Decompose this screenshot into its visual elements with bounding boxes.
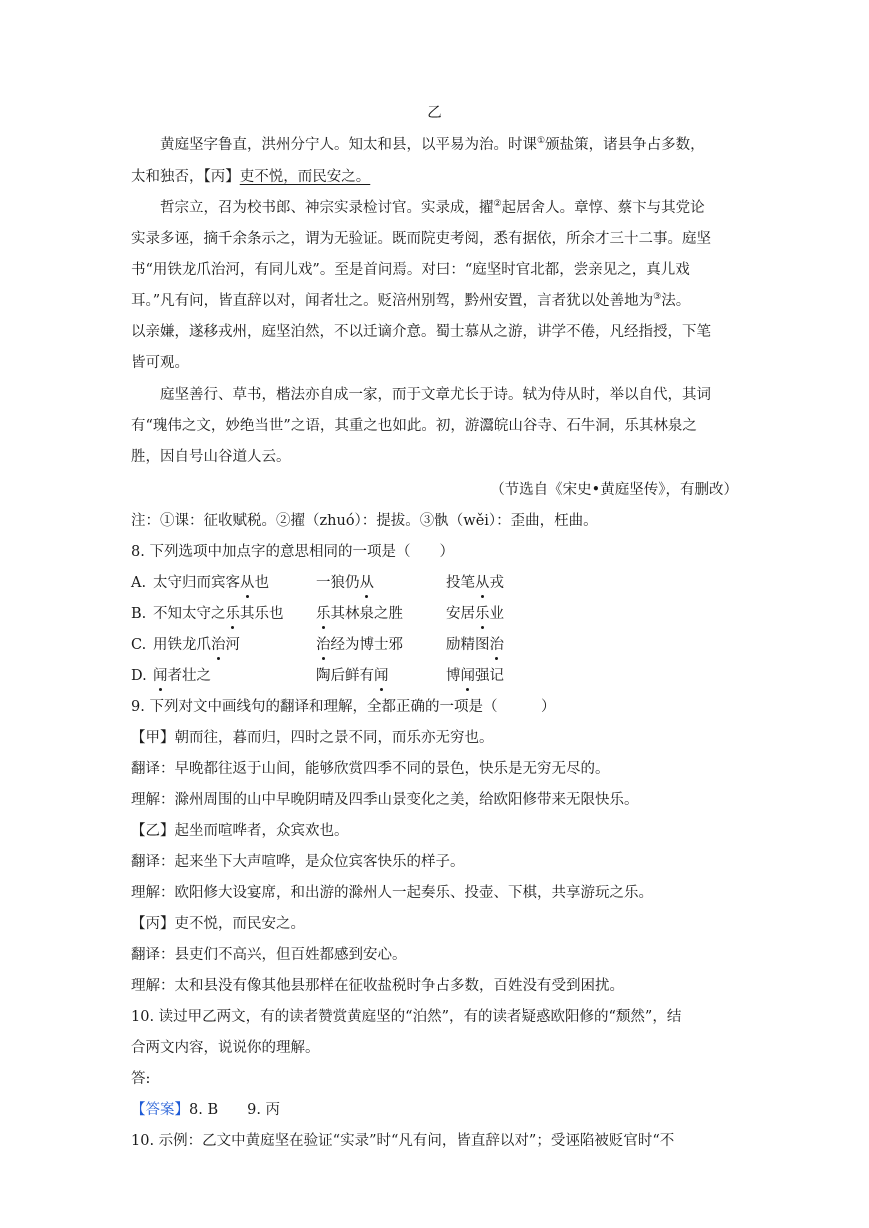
question-9-line: 翻译：县吏们不高兴，但百姓都感到安心。: [131, 947, 407, 963]
option-item: 乐其林泉之胜: [316, 606, 403, 622]
option-item: 投笔从戎: [446, 575, 504, 591]
paragraph-2-line-3: 书“用铁龙爪治河，有同儿戏”。至是首问焉。对曰：“庭坚时官北都，尝亲见之，真儿戏: [131, 262, 690, 278]
question-9-stem: 9. 下列对文中画线句的翻译和理解，全都正确的一项是（ ）: [131, 699, 556, 715]
option-item: 安居乐业: [446, 606, 504, 622]
option-item: 陶后鲜有闻: [316, 668, 389, 684]
option-label: D.: [131, 668, 147, 684]
question-10-stem-line-2: 合两文内容，说说你的理解。: [131, 1040, 320, 1056]
underlined-sentence-bing: 吏不悦，而民安之。: [239, 169, 371, 185]
option-item: 不知太守之乐其乐也: [153, 606, 284, 622]
question-9-line: 翻译：早晚都往返于山间，能够欣赏四季不同的景色，快乐是无穷无尽的。: [131, 761, 610, 777]
question-10-stem-line-1: 10. 读过甲乙两文，有的读者赞赏黄庭坚的“泊然”，有的读者疑惑欧阳修的“颓然”，结: [131, 1009, 682, 1025]
paragraph-3-line-3: 胜，因自号山谷道人云。: [131, 449, 291, 465]
question-9-line: 翻译：起来坐下大声喧哗，是众位宾客快乐的样子。: [131, 854, 465, 870]
paragraph-2-line-4: 耳。”凡有问，皆直辞以对，闻者壮之。贬涪州别驾，黔州安置，言者犹以处善地为③法。: [131, 292, 691, 309]
option-item: 励精图治: [446, 637, 504, 653]
paragraph-2-line-2: 实录多诬，摘千余条示之，谓为无验证。既而院吏考阅，悉有据依，所余才三十二事。庭坚: [131, 231, 711, 247]
paragraph-2-line-5: 以亲嫌，遂移戎州，庭坚泊然，不以迁谪介意。蜀士慕从之游，讲学不倦，凡经指授，下笔: [131, 324, 711, 340]
answer-tag: 【答案】: [131, 1102, 189, 1118]
paragraph-1-line-2: 太和独否，【丙】吏不悦，而民安之。: [131, 169, 371, 185]
option-item: 闻者壮之: [153, 668, 211, 684]
option-item: 用铁龙爪治河: [153, 637, 240, 653]
answer-prompt: 答:: [131, 1071, 151, 1087]
question-9-line: 理解：欧阳修大设宴席，和出游的滁州人一起奏乐、投壶、下棋，共享游玩之乐。: [131, 885, 653, 901]
option-item: 治经为博士邪: [316, 637, 403, 653]
answer-explanation: 10. 示例：乙文中黄庭坚在验证“实录”时“凡有问，皆直辞以对”；受诬陷被贬官时“不: [131, 1133, 675, 1149]
question-9-line: 【甲】朝而往，暮而归，四时之景不同，而乐亦无穷也。: [131, 730, 494, 746]
question-9-line: 【乙】起坐而喧哗者，众宾欢也。: [131, 823, 349, 839]
note-marker-3: ③: [653, 292, 662, 303]
option-item: 太守归而宾客从也: [153, 575, 269, 591]
footnotes: 注：①课：征收赋税。②擢（zhuó）：提拔。③骫（wěi）：歪曲，枉曲。: [131, 513, 598, 529]
option-label: C.: [131, 637, 147, 653]
note-marker-2: ②: [493, 199, 502, 210]
paragraph-2-line-1: 哲宗立，召为校书郎、神宗实录检讨官。实录成，擢②起居舍人。章惇、蔡卞与其党论: [160, 199, 705, 216]
paragraph-3-line-2: 有“瑰伟之文，妙绝当世”之语，其重之也如此。初，游灊皖山谷寺、石牛洞，乐其林泉之: [131, 418, 697, 434]
option-item: 博闻强记: [446, 668, 504, 684]
note-marker-1: ①: [537, 136, 546, 147]
question-9-line: 【丙】吏不悦，而民安之。: [131, 916, 305, 932]
paragraph-3-line-1: 庭坚善行、草书，楷法亦自成一家，而于文章尤长于诗。轼为侍从时，举以自代，其词: [160, 387, 711, 403]
question-9-line: 理解：滁州周围的山中早晚阴晴及四季山景变化之美，给欧阳修带来无限快乐。: [131, 792, 639, 808]
paragraph-1-line-1: 黄庭坚字鲁直，洪州分宁人。知太和县，以平易为治。时课①颁盐策，诸县争占多数，: [160, 136, 705, 153]
option-label: B.: [131, 606, 147, 622]
paragraph-2-line-6: 皆可观。: [131, 355, 189, 371]
option-label: A.: [131, 575, 147, 591]
question-8-stem: 8. 下列选项中加点字的意思相同的一项是（ ）: [131, 544, 454, 560]
source-citation: （节选自《宋史•黄庭坚传》，有删改）: [490, 482, 738, 498]
answer-key: 【答案】8. B 9. 丙: [131, 1102, 281, 1118]
section-title: 乙: [427, 105, 442, 121]
question-9-line: 理解：太和县没有像其他县那样在征收盐税时争占多数，百姓没有受到困扰。: [131, 978, 624, 994]
option-item: 一狼仍从: [316, 575, 374, 591]
